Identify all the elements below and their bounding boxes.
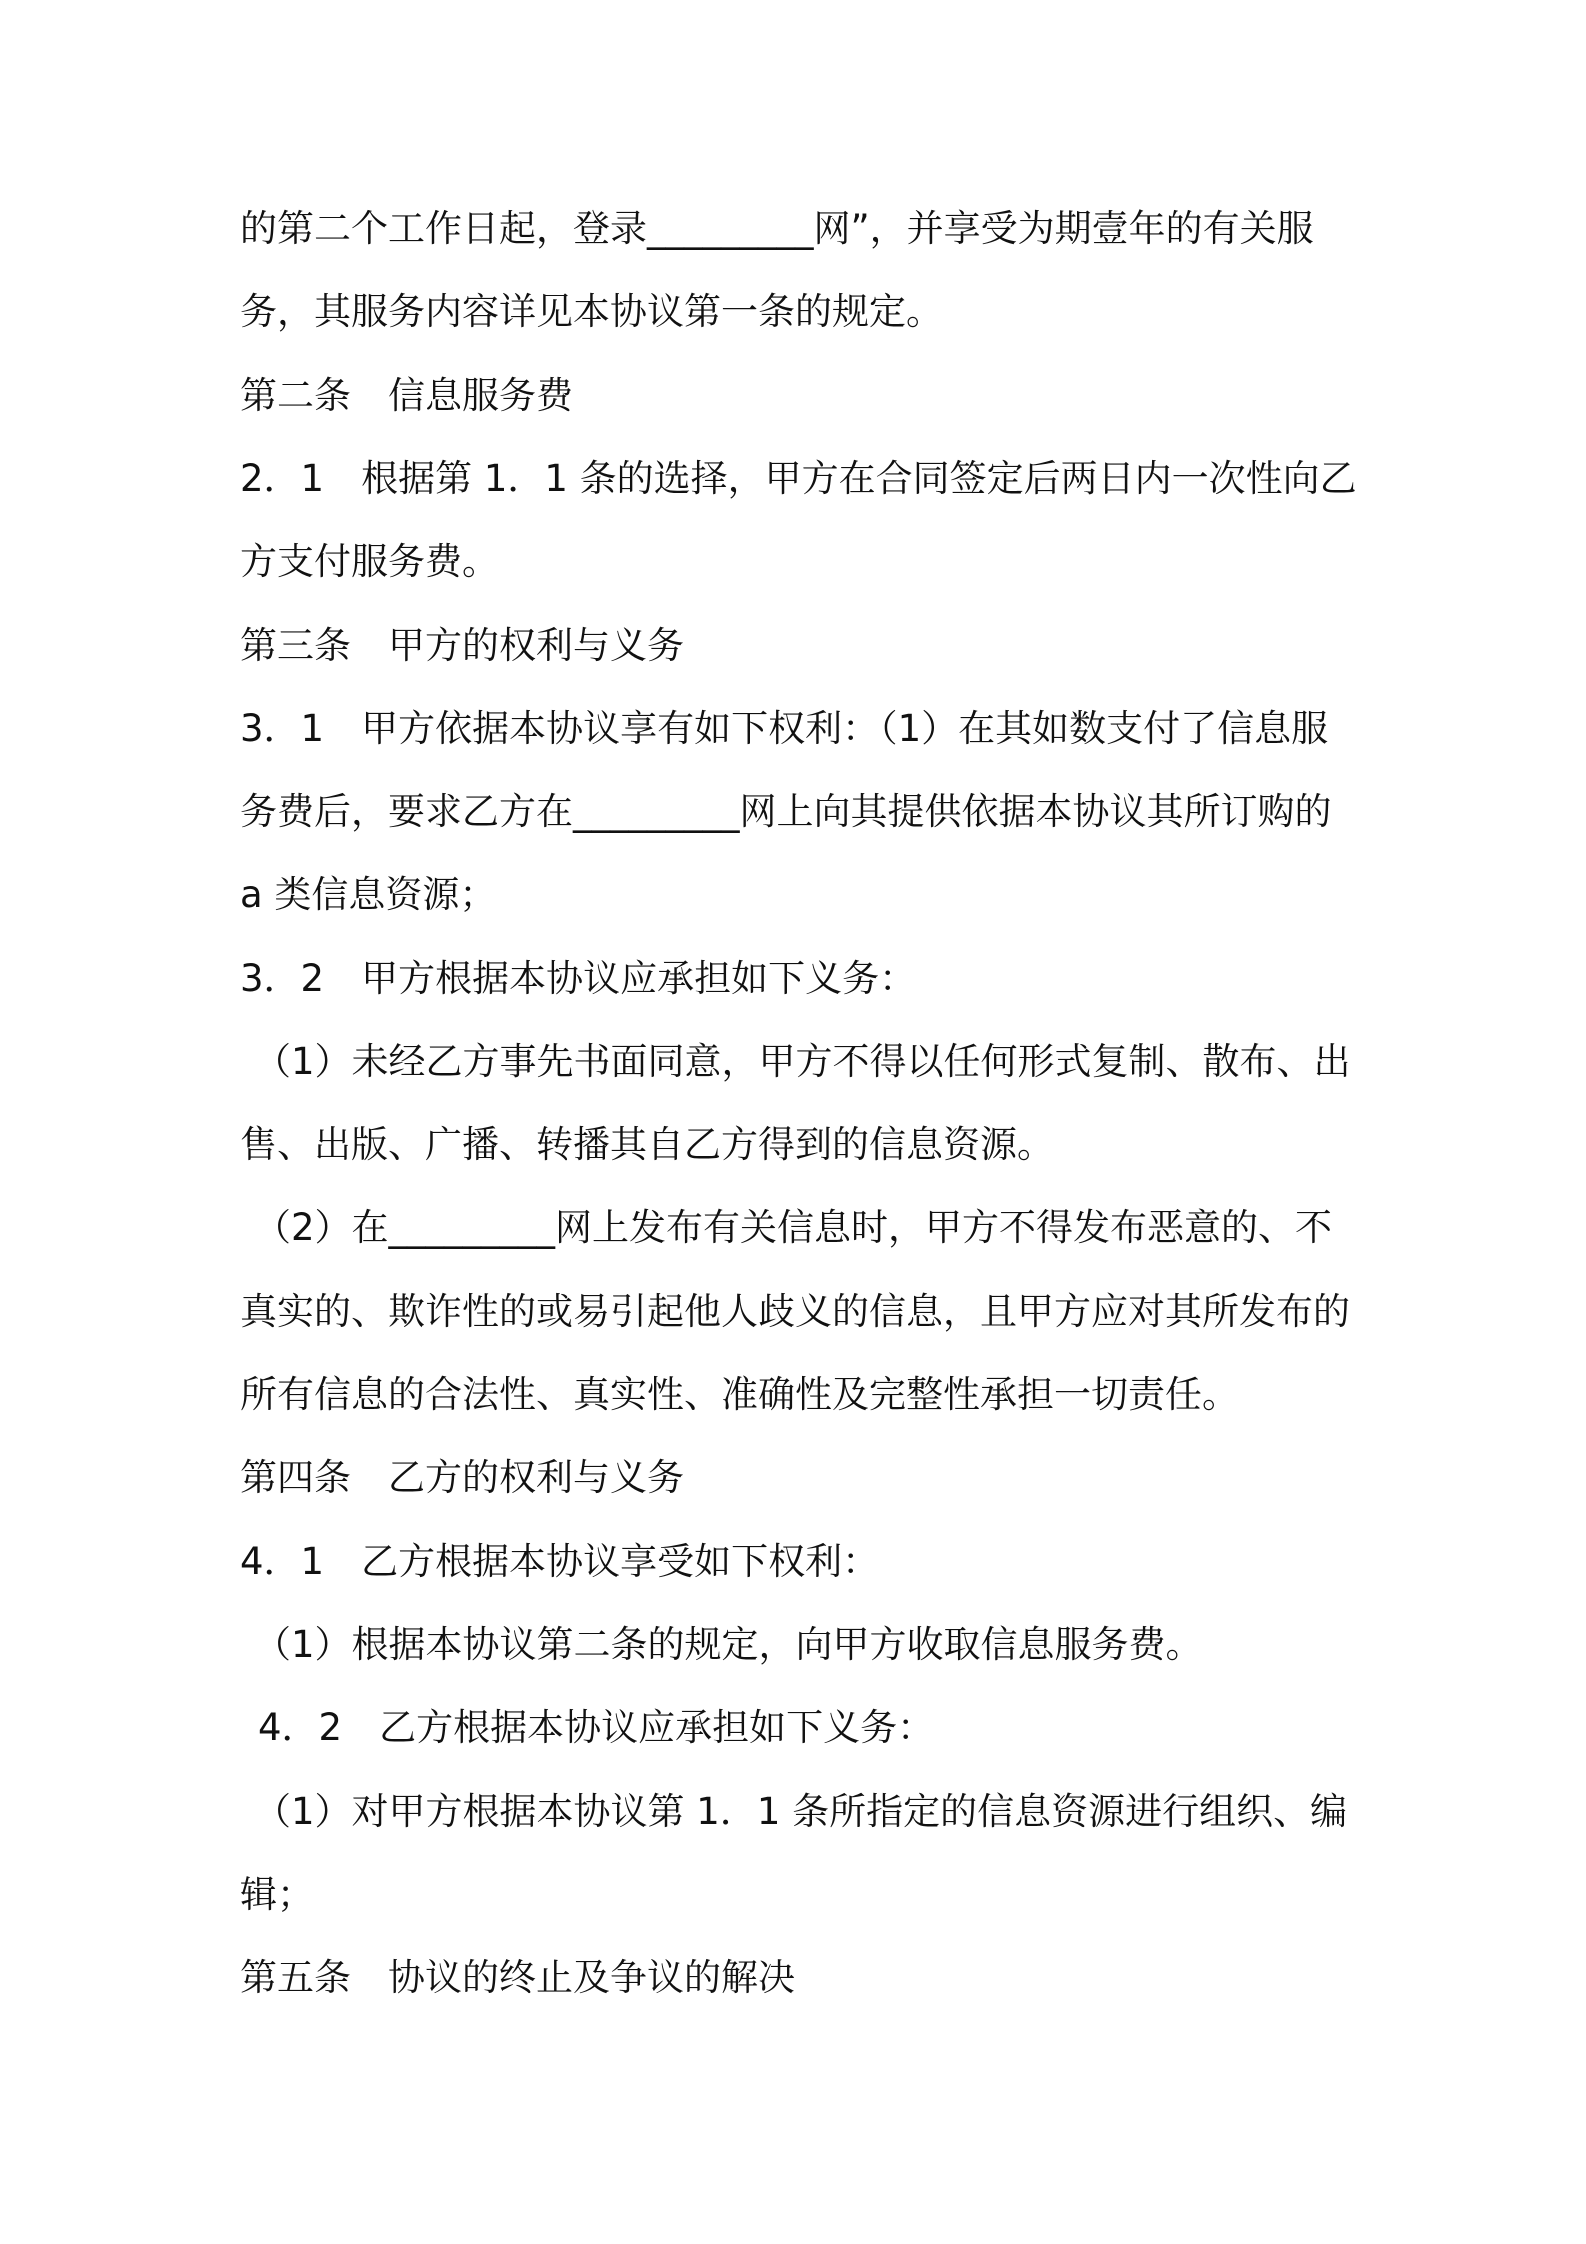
body-text-line: 所有信息的合法性、真实性、准确性及完整性承担一切责任。: [240, 1373, 1239, 1416]
body-text-line: 售、出版、广播、转播其自乙方得到的信息资源。: [240, 1123, 1054, 1166]
list-item-text: （1）未经乙方事先书面同意，甲方不得以任何形式复制、散布、出: [254, 1040, 1351, 1083]
clause-text-line: 2．1 根据第 1．1 条的选择，甲方在合同签定后两日内一次性向乙: [240, 457, 1357, 500]
clause-text-line: 3．2 甲方根据本协议应承担如下义务：: [240, 957, 917, 1000]
body-text-line: 方支付服务费。: [240, 540, 499, 583]
clause-text-line: 4．1 乙方根据本协议享受如下权利：: [240, 1540, 880, 1583]
list-item-text: （1）根据本协议第二条的规定，向甲方收取信息服务费。: [254, 1623, 1203, 1666]
list-item-text: （1）对甲方根据本协议第 1．1 条所指定的信息资源进行组织、编: [254, 1790, 1348, 1833]
body-text-line: 辑；: [240, 1873, 314, 1916]
body-text-line: 的第二个工作日起，登录_________网”，并享受为期壹年的有关服: [240, 207, 1314, 250]
body-text-line: 务，其服务内容详见本协议第一条的规定。: [240, 290, 943, 333]
article-heading: 第二条 信息服务费: [240, 374, 573, 417]
body-text-line: 真实的、欺诈性的或易引起他人歧义的信息，且甲方应对其所发布的: [240, 1290, 1350, 1333]
article-heading: 第四条 乙方的权利与义务: [240, 1456, 684, 1499]
article-heading: 第三条 甲方的权利与义务: [240, 624, 684, 667]
clause-text-line: 3．1 甲方依据本协议享有如下权利：（1）在其如数支付了信息服: [240, 707, 1329, 750]
article-heading: 第五条 协议的终止及争议的解决: [240, 1956, 795, 1999]
clause-text-line: 4．2 乙方根据本协议应承担如下义务：: [258, 1706, 935, 1749]
list-item-text: （2）在_________网上发布有关信息时，甲方不得发布恶意的、不: [254, 1206, 1333, 1249]
body-text-line: 务费后，要求乙方在_________网上向其提供依据本协议其所订购的: [240, 790, 1332, 833]
body-text-line: a 类信息资源；: [240, 873, 497, 916]
